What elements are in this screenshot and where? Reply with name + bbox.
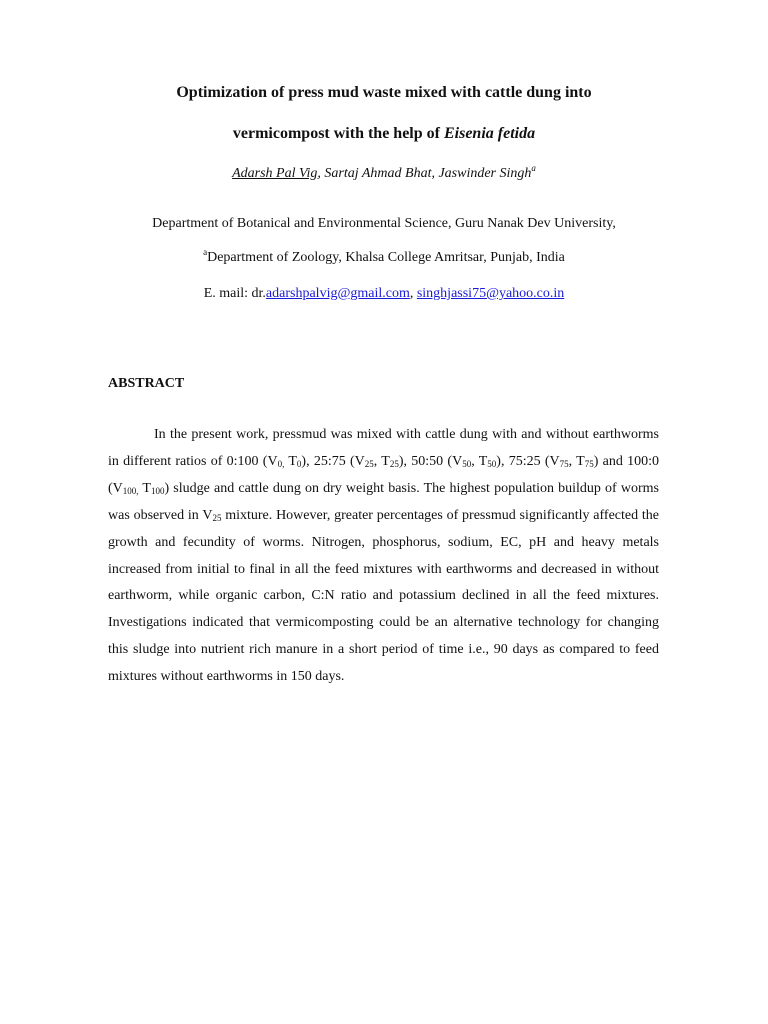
abstract-text: , T (373, 453, 390, 469)
author-list (40, 165, 728, 183)
subscript: 0, (277, 458, 285, 469)
affiliation-1: Department of Botanical and Environmental Science, Guru Nanak Dev University, (152, 216, 616, 231)
species-name: Eisenia fetida (443, 125, 536, 142)
abstract-text: T (284, 453, 297, 469)
author-name: Jaswinder Singh (438, 166, 532, 181)
abstract-text: ), 75:25 (V (496, 453, 560, 469)
affiliation-text: Department of Zoology, Khalsa College Amritsar, Punjab, India (207, 250, 565, 265)
abstract-text: , T (568, 453, 585, 469)
abstract-text: T (138, 480, 151, 496)
abstract-text: ) sludge and cattle dung on dry weight basis. The highest population buildup of worms was observed in V (108, 480, 659, 523)
abstract-text: ), 50:50 (V (398, 453, 463, 469)
subscript: 75 (584, 458, 594, 469)
author-name: Adarsh Pal Vig (232, 166, 318, 181)
email-prefix: E. mail: dr. (203, 286, 266, 301)
subscript: 50 (487, 458, 497, 469)
abstract-text: ), 25:75 (V (301, 453, 365, 469)
email-line (40, 285, 728, 303)
email-link-2[interactable]: singhjassi75@yahoo.co.in (416, 286, 565, 301)
author-name: Sartaj Ahmad Bhat (324, 166, 432, 181)
abstract-text: , T (471, 453, 488, 469)
affiliation-2 (40, 249, 728, 267)
subscript: 50 (462, 458, 472, 469)
subscript: 0 (296, 458, 302, 469)
subscript: 25 (364, 458, 374, 469)
author-separator: , (431, 166, 439, 181)
email-link-1[interactable]: adarshpalvig@gmail.com (265, 286, 410, 301)
subscript: 100, (122, 485, 139, 496)
paper-title-line-2 (60, 124, 708, 144)
email-separator: , (409, 286, 417, 301)
abstract-body (108, 422, 659, 691)
subscript: 100 (150, 485, 165, 496)
abstract-text: ) and 100:0 (V (108, 453, 660, 496)
title-text: vermicompost with the help of (232, 125, 444, 142)
author-separator: , (317, 166, 325, 181)
subscript: 25 (389, 458, 399, 469)
abstract-heading: ABSTRACT (108, 376, 185, 391)
abstract-text: In the present work, pressmud was mixed with cattle dung with and without earthworms in different ratios of 0:100 (V (108, 427, 659, 469)
subscript: 75 (559, 458, 569, 469)
abstract-text: mixture. However, greater percentages of pressmud significantly affected the growth and fecundity of worms. Nitrogen, phosphorus, sodium, EC, pH and heavy metals increased from initial to final in all the feed mixtures with earthworms and decreased in without earthworm, while organic carbon, C:N ratio and potassium declined in all the feed mixtures. Investigations indicated that vermicomposting could be an alternative technology for changing this sludge into nutrient rich manure in a short period of time i.e., 90 days as compared to feed mixtures without earthworms in 150 days. (108, 507, 660, 685)
paper-title-line-1: Optimization of press mud waste mixed with cattle dung into (176, 84, 592, 101)
affiliation-mark: a (531, 163, 536, 173)
affiliation-mark: a (203, 247, 208, 257)
subscript: 25 (212, 512, 222, 523)
